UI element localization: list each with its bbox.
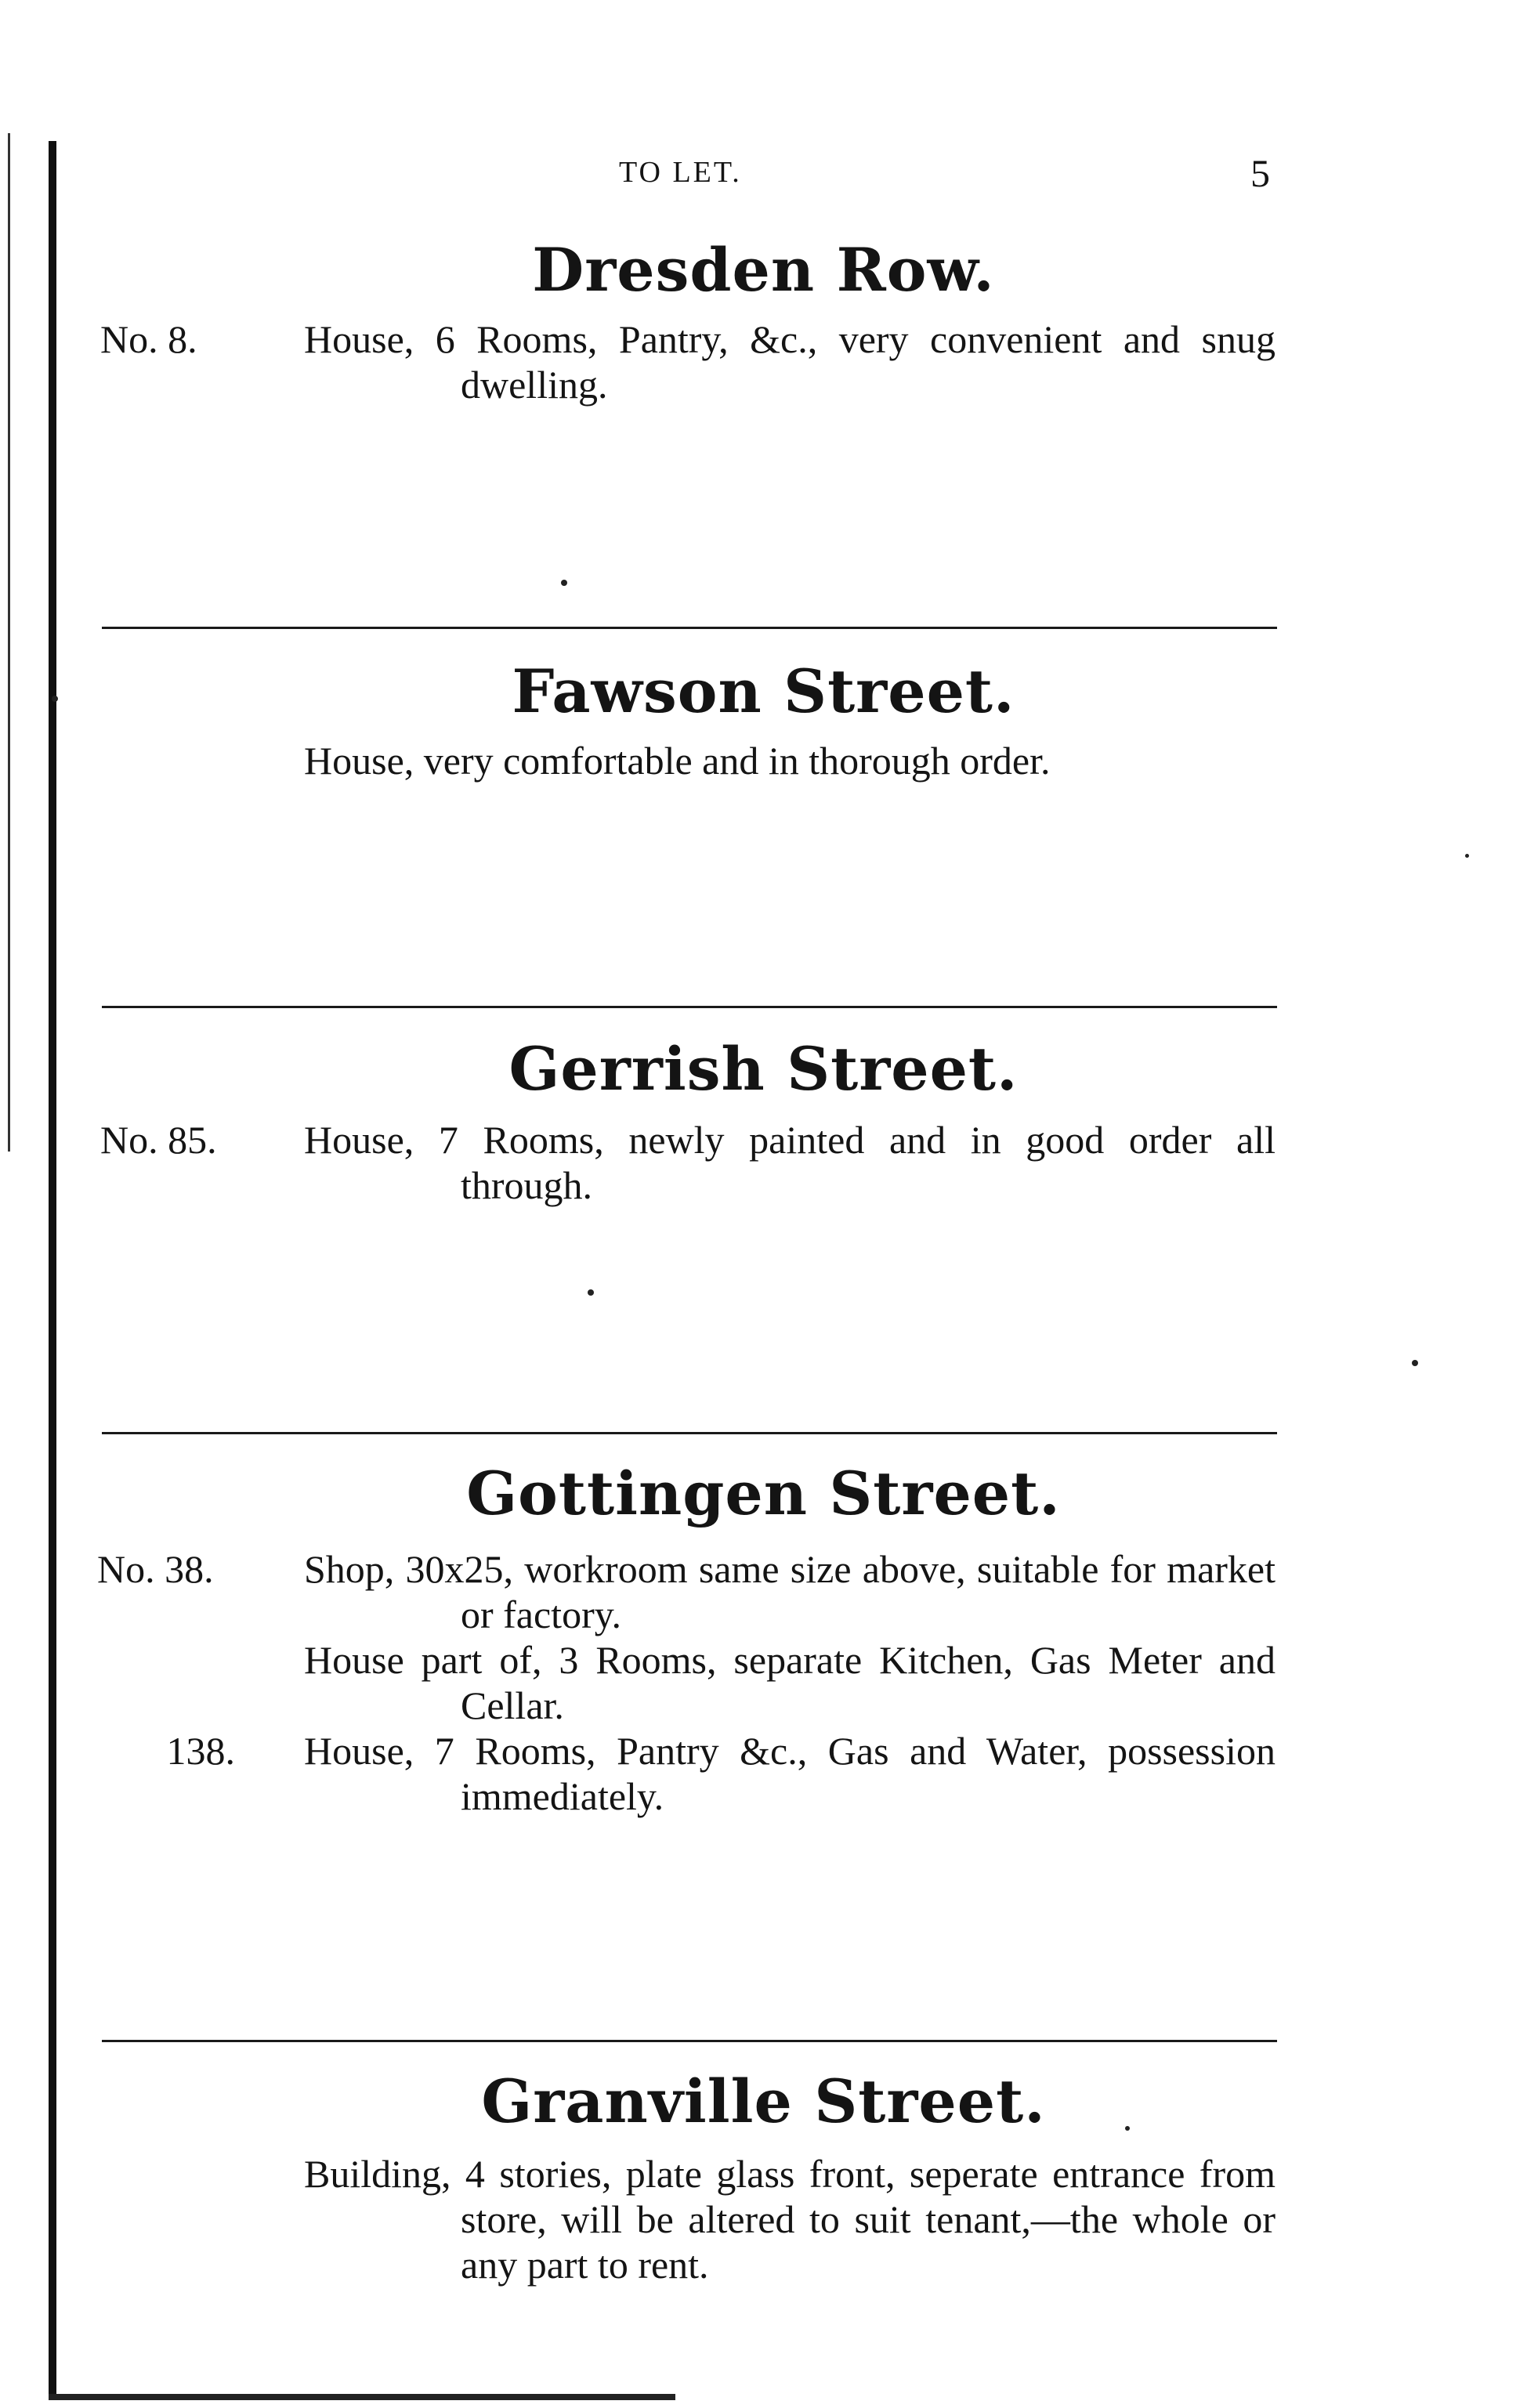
page-bottom-edge bbox=[49, 2394, 675, 2400]
entry-number: 138. bbox=[166, 1729, 235, 1773]
section-divider bbox=[102, 2040, 1277, 2042]
entry-text: House, very comfortable and in thorough order. bbox=[304, 739, 1051, 783]
running-head bbox=[0, 151, 1527, 202]
entry-text: Building, 4 stories, plate glass front, seperate entrance from store, will be altered to suit tenant,—the whole or any part to rent. bbox=[304, 2152, 1276, 2287]
entry-text: House, 6 Rooms, Pantry, &c., very convenient and snug dwelling. bbox=[304, 317, 1276, 407]
section-divider bbox=[102, 1006, 1277, 1008]
print-speck bbox=[1465, 854, 1469, 858]
section-divider bbox=[102, 627, 1277, 629]
print-speck bbox=[1125, 2126, 1130, 2131]
entry-number: No. 38. bbox=[97, 1547, 214, 1591]
print-speck bbox=[561, 580, 567, 586]
entry-text: Shop, 30x25, workroom same size above, suitable for market or factory. bbox=[304, 1547, 1276, 1636]
section-title: Gerrish Street. bbox=[508, 1034, 1019, 1104]
section-title: Granville Street. bbox=[481, 2066, 1046, 2136]
print-speck bbox=[1412, 1360, 1418, 1366]
section-divider bbox=[102, 1432, 1277, 1434]
page-number: 5 bbox=[1250, 151, 1270, 195]
entry-text: House, 7 Rooms, Pantry &c., Gas and Water, possession immediately. bbox=[304, 1729, 1276, 1818]
entry-text: House part of, 3 Rooms, separate Kitchen, Gas Meter and Cellar. bbox=[304, 1638, 1276, 1727]
print-speck bbox=[52, 696, 58, 702]
section-title: Gottingen Street. bbox=[466, 1459, 1061, 1528]
section-title: Dresden Row. bbox=[532, 235, 995, 305]
entry-number: No. 8. bbox=[100, 317, 197, 361]
running-title: TO LET. bbox=[619, 156, 742, 189]
section-title: Fawson Street. bbox=[512, 656, 1015, 726]
entry-number: No. 85. bbox=[100, 1118, 217, 1162]
print-speck bbox=[588, 1289, 594, 1296]
page-binding-edge bbox=[49, 141, 56, 2394]
entry-text: House, 7 Rooms, newly painted and in good order all through. bbox=[304, 1118, 1276, 1207]
